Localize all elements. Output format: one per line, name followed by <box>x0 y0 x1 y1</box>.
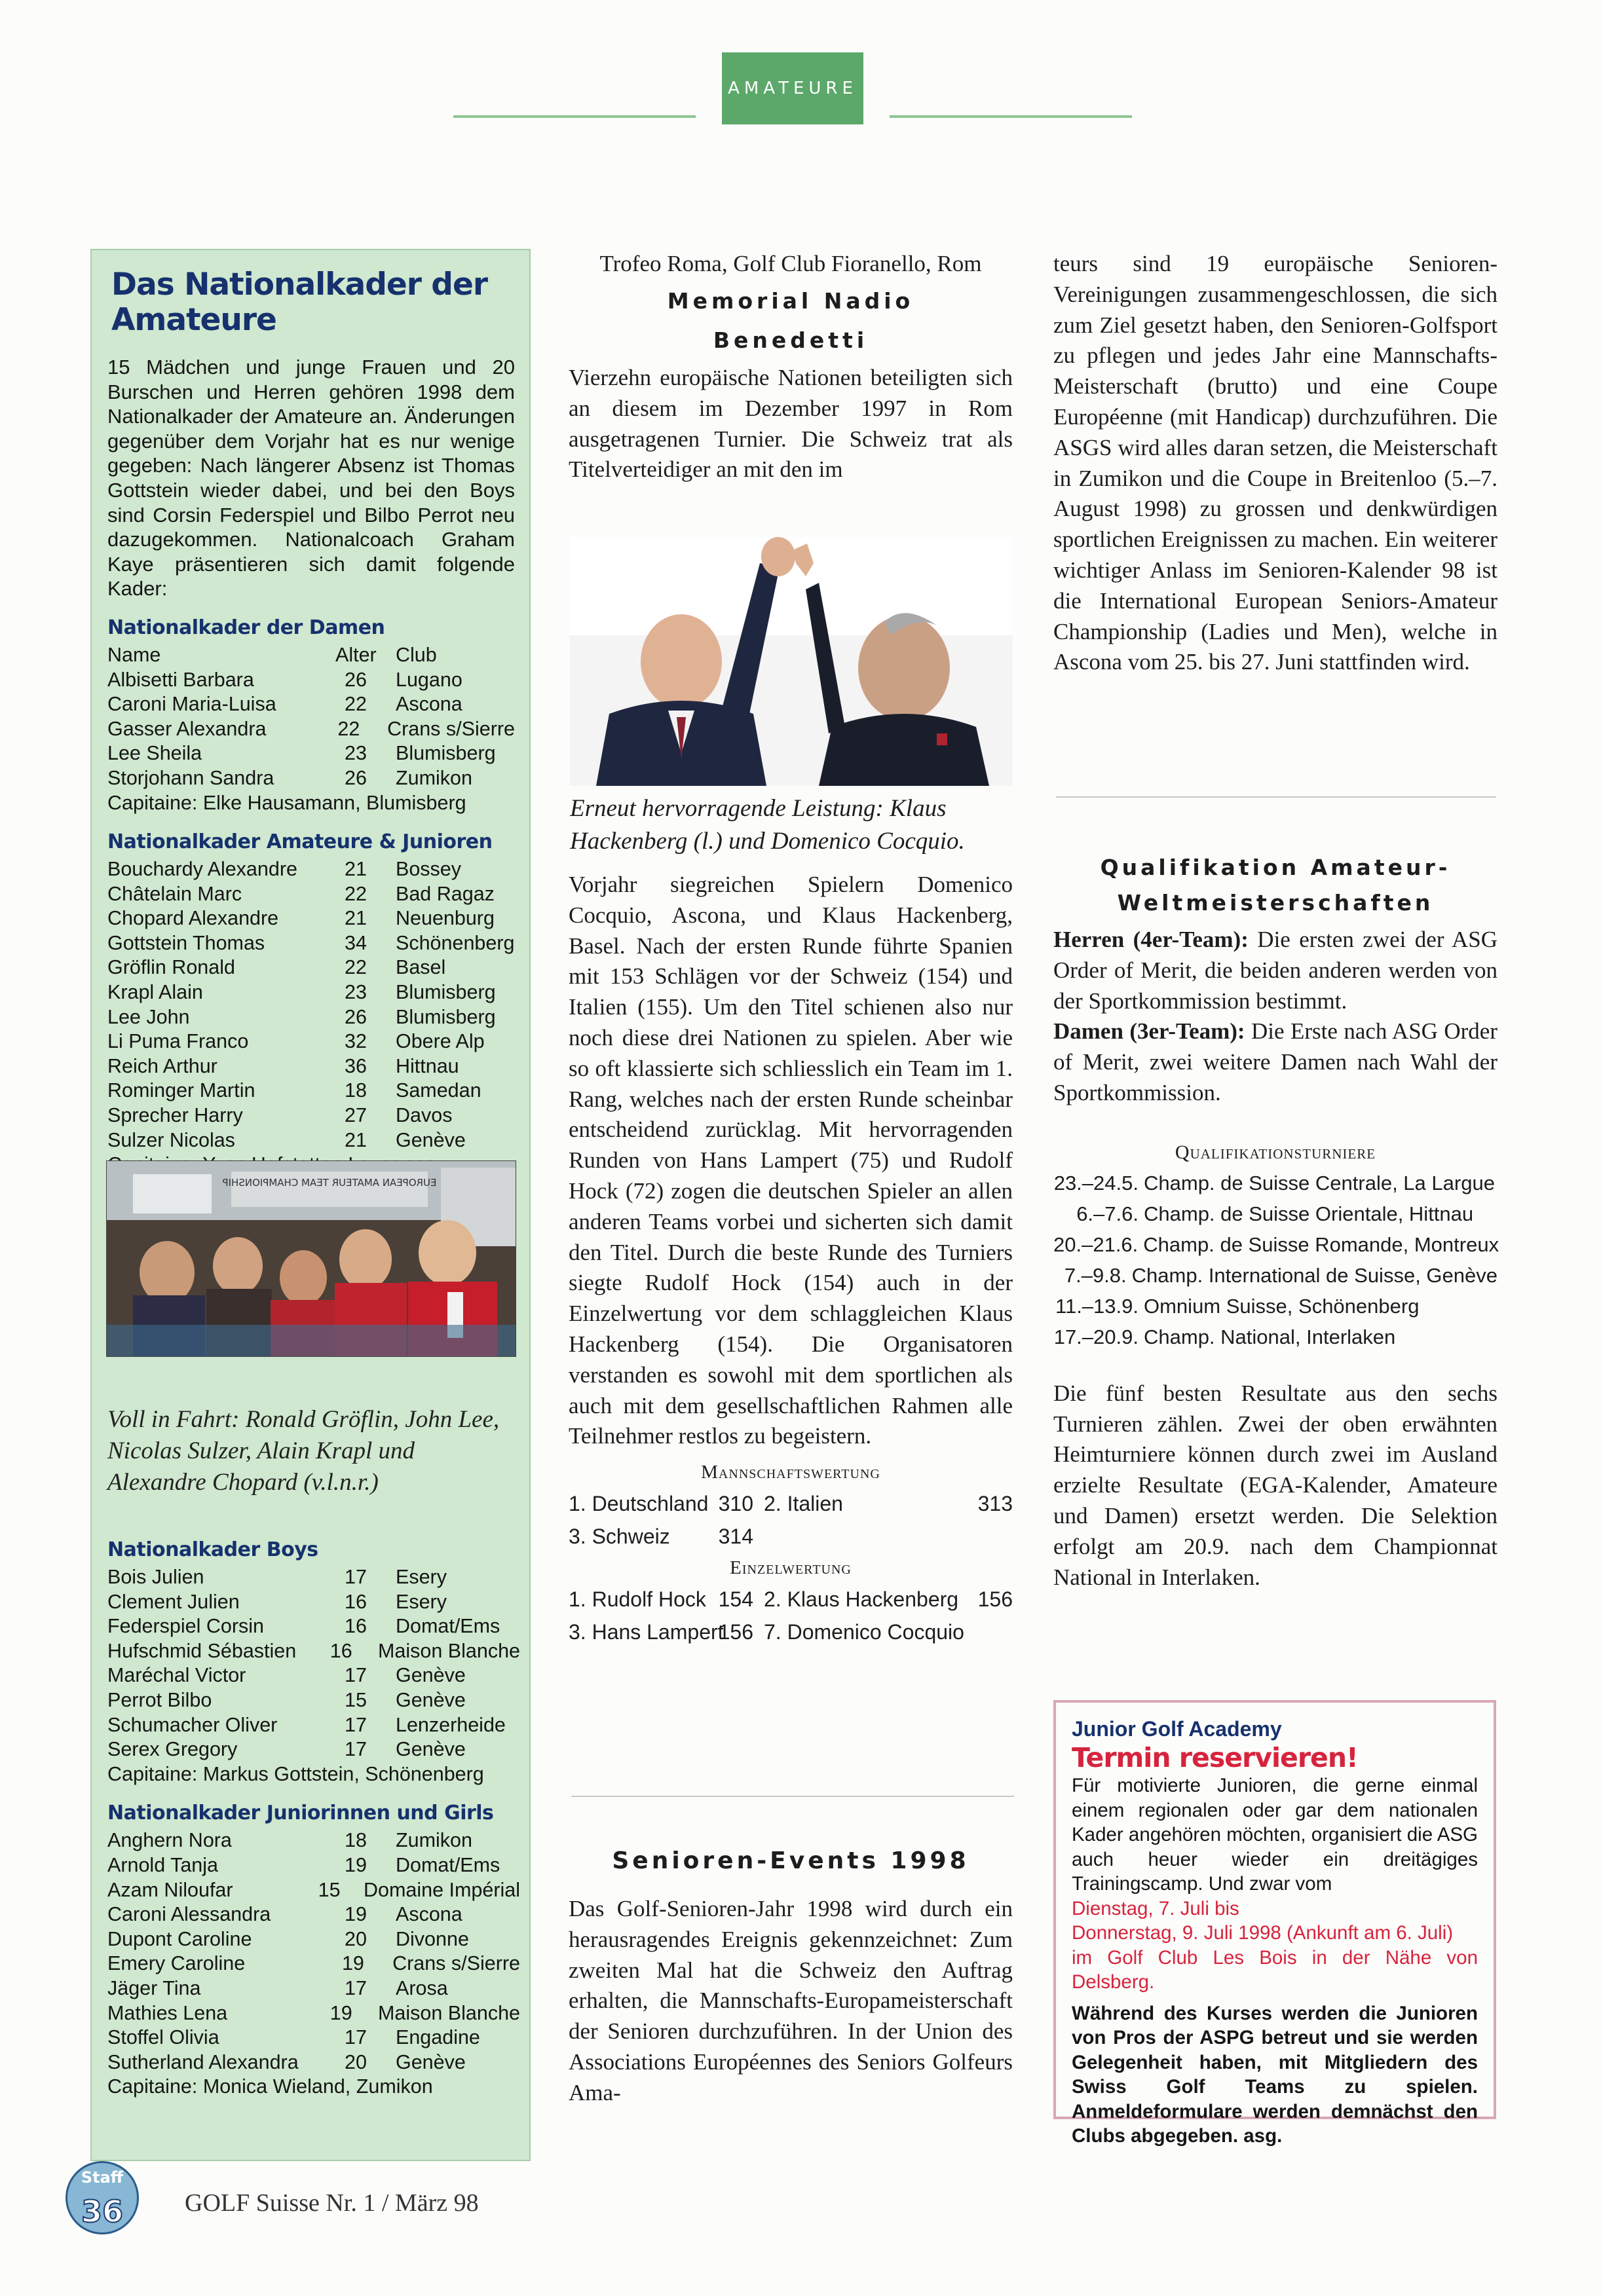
player-age: 32 <box>345 1030 367 1053</box>
player-age: 23 <box>345 981 367 1004</box>
result-row <box>569 1616 1013 1648</box>
roster-row <box>107 980 515 1005</box>
player-age: 22 <box>345 882 367 905</box>
roster-row <box>107 1103 515 1128</box>
roster-row <box>107 1737 520 1762</box>
tournament-date: 11.–13.9. <box>1055 1294 1139 1318</box>
player-club: Domaine Impérial <box>363 1878 520 1901</box>
player-name: Sutherland Alexandra <box>107 2050 299 2073</box>
player-club: Neuenburg <box>396 907 495 930</box>
roster-row <box>107 955 515 980</box>
player-name: Clement Julien <box>107 1590 240 1613</box>
damen-text: Die Erste nach ASG Order of Merit, zwei weitere Damen nach Wahl der Sportkommission. <box>1053 1018 1497 1105</box>
tournament-row <box>1053 1260 1497 1291</box>
promo-date-line2: Donnerstag, 9. Juli 1998 (Ankunft am 6. Juli) <box>1072 1922 1454 1944</box>
player-club: Obere Alp <box>396 1030 485 1053</box>
tournament-row <box>1053 1168 1497 1198</box>
player-club: Maison Blanche <box>377 2001 520 2024</box>
roster-row <box>107 1688 520 1713</box>
player-age: 17 <box>345 1664 367 1687</box>
player-name: Lee John <box>107 1005 190 1028</box>
player-club: Domat/Ems <box>396 1853 500 1876</box>
qualifikation-article <box>1053 850 1497 1593</box>
player-age: 17 <box>345 1976 367 1999</box>
tournament-date: 7.–9.8. <box>1064 1263 1127 1287</box>
senioren-article <box>569 1842 1013 2109</box>
player-age: 15 <box>345 1688 367 1711</box>
player-name: Albisetti Barbara <box>107 668 254 691</box>
header-rule-right <box>890 115 1132 118</box>
player-name: Gottstein Thomas <box>107 931 265 954</box>
article-kicker: Trofeo Roma, Golf Club Fioranello, Rom <box>599 251 982 276</box>
roster-row <box>107 1663 520 1688</box>
result-name: 1. Deutschland <box>569 1492 709 1516</box>
result-score: 310 <box>718 1492 753 1516</box>
roster-row <box>107 1128 515 1153</box>
player-club: Genève <box>396 1688 466 1711</box>
player-club: Divonne <box>396 1927 469 1950</box>
player-club: Blumisberg <box>396 1005 496 1028</box>
tournament-event: Champ. International de Suisse, Genève <box>1131 1263 1497 1287</box>
player-club: Crans s/Sierre <box>387 717 515 740</box>
result-score: 313 <box>977 1492 1013 1516</box>
player-name: Emery Caroline <box>107 1952 246 1975</box>
roster-row <box>107 931 515 956</box>
player-name: Sulzer Nicolas <box>107 1128 235 1151</box>
player-name: Bois Julien <box>107 1566 204 1588</box>
tournament-event: Champ. de Suisse Orientale, Hittnau <box>1144 1202 1474 1225</box>
result-name: 2. Italien <box>764 1492 843 1516</box>
roster-row <box>107 2050 520 2075</box>
roster-row <box>107 2001 520 2026</box>
player-name: Bouchardy Alexandre <box>107 858 297 881</box>
roster-row <box>107 1853 520 1878</box>
player-name: Reich Arthur <box>107 1054 217 1077</box>
page-number: 36 <box>81 2194 123 2229</box>
memorial-article-body <box>569 870 1013 1648</box>
player-club: Maison Blanche <box>377 1639 520 1662</box>
roster-row <box>107 1639 520 1664</box>
tournament-row <box>1053 1322 1497 1352</box>
player-age: 17 <box>345 1738 367 1761</box>
player-club: Genève <box>396 1128 466 1151</box>
team-results-heading: Mannschaftswertung <box>701 1462 880 1483</box>
roster-row <box>107 906 515 931</box>
result-row <box>569 1520 1013 1553</box>
turniere-list <box>1053 1168 1497 1352</box>
player-club: Bad Ragaz <box>396 882 495 905</box>
player-age: 20 <box>345 1927 367 1950</box>
tournament-event: Champ. de Suisse Romande, Montreux <box>1143 1232 1499 1256</box>
promo-date-line3: im Golf Club Les Bois in der Nähe von Delsberg. <box>1072 1946 1478 1993</box>
player-name: Anghern Nora <box>107 1829 232 1852</box>
roster-row <box>107 717 515 742</box>
player-name: Arnold Tanja <box>107 1853 219 1876</box>
player-age: 36 <box>345 1054 367 1077</box>
tournament-event: Champ. de Suisse Centrale, La Largue <box>1144 1171 1495 1194</box>
result-name: 7. Domenico Cocquio <box>764 1620 964 1644</box>
sidebar-intro: 15 Mädchen und junge Frauen und 20 Burschen und Herren gehören 1998 dem Nationalkader der Amateure an. Änderungen gegenüber dem Vorjahr hat es nur wenige gegeben: Nach längerer Absenz ist Thomas Gottstein wieder dabei, und bei den Boys sind Corsin Federspiel und Bilbo Perrot neu dazugekommen. Nationalcoach Graham Kaye präsentieren sich damit folgende Kader: <box>107 356 515 601</box>
damen-label: Damen (3er-Team): <box>1053 1018 1245 1045</box>
player-name: Storjohann Sandra <box>107 766 274 789</box>
player-club: Crans s/Sierre <box>392 1952 520 1975</box>
result-score: 156 <box>977 1587 1013 1612</box>
player-name: Stoffel Olivia <box>107 2026 219 2049</box>
player-club: Hittnau <box>396 1054 459 1077</box>
roster-row <box>107 1713 520 1738</box>
player-age: 21 <box>345 858 367 881</box>
player-age: 21 <box>345 907 367 930</box>
staff-logo-text: Staff <box>81 2168 124 2187</box>
tournament-date: 6.–7.6. <box>1076 1202 1139 1225</box>
player-club: Genève <box>396 2050 466 2073</box>
award-photo-caption: Erneut hervorragende Leistung: Klaus Hackenberg (l.) und Domenico Cocquio. <box>570 795 965 855</box>
roster-row <box>107 1590 520 1615</box>
player-age: 21 <box>345 1128 367 1151</box>
tournament-date: 17.–20.9. <box>1053 1325 1139 1348</box>
national-squad-sidebar <box>90 249 531 2161</box>
player-club: Engadine <box>396 2026 480 2049</box>
result-score <box>973 1520 1013 1553</box>
player-club: Genève <box>396 1738 466 1761</box>
tournament-row <box>1053 1229 1497 1260</box>
roster-row <box>107 857 515 882</box>
result-row <box>569 1583 1013 1616</box>
tournament-event: Champ. National, Interlaken <box>1144 1325 1396 1348</box>
roster-row <box>107 741 515 766</box>
player-name: Dupont Caroline <box>107 1927 252 1950</box>
player-age: 18 <box>345 1829 367 1852</box>
player-club: Ascona <box>396 693 462 716</box>
player-name: Azam Niloufar <box>107 1878 233 1901</box>
player-age: 17 <box>345 1566 367 1588</box>
article-lead: Vierzehn europäische Nationen beteiligten sich an diesem im Dezember 1997 in Rom ausgetragenen Turnier. Die Schweiz trat als Titelverteidiger an mit den im <box>569 365 1013 483</box>
result-name <box>764 1520 973 1553</box>
player-club: Bossey <box>396 858 462 881</box>
qualifikation-closing: Die fünf besten Resultate aus den sechs Turnieren zählen. Zwei der oben erwähnten Heimturniere können durch zwei im Ausland erzielte Resultate (EGA-Kalender, Amateure und Damen) ersetzt werden. Die Selektion erfolgt am 20.9. nach dem Championnat National in Interlaken. <box>1053 1380 1497 1590</box>
tournament-date: 23.–24.5. <box>1053 1171 1139 1194</box>
player-club: Lenzerheide <box>396 1713 506 1736</box>
player-club: Lugano <box>396 668 462 691</box>
player-name: Rominger Martin <box>107 1079 255 1102</box>
single-results-heading: Einzelwertung <box>730 1557 852 1579</box>
publication-line: GOLF Suisse Nr. 1 / März 98 <box>185 2189 479 2217</box>
result-name: 3. Hans Lampert <box>569 1620 724 1644</box>
player-age: 22 <box>345 693 367 716</box>
article-body: Vorjahr siegreichen Spielern Domenico Cocquio, Ascona, und Klaus Hackenberg, Basel. Nach der ersten Runde führte Spanien mit 153 Schlägen vor der Schweiz (154) und Italien (155). Um den Titel schienen also nur noch diese drei Nationen zu spielen. Aber wie so oft klassierte sich schliesslich ein Team im 1. Rang, welches nach der ersten Runde scheinbar entscheidend zurücklag. Mit hervorragenden Runden von Hans Lampert (75) und Rudolf Hock (72) zogen die deutschen Spieler an allen anderen Teams vorbei und sicherten sich damit den Titel. Durch die beste Runde des Turniers siegte Rudolf Hock (154) auch in der Einzelwertung vor dem schlaggleichen Klaus Hackenberg (154). Die Organisatoren verstanden es sowohl mit dem sportlichen als auch mit dem gesellschaftlichen Rahmen alle Teilnehmer restlos zu begeistern. <box>569 872 1013 1449</box>
result-name: 1. Rudolf Hock <box>569 1587 706 1612</box>
damen-heading: Nationalkader der Damen <box>107 616 385 639</box>
player-name: Li Puma Franco <box>107 1030 249 1053</box>
player-club: Arosa <box>396 1976 448 1999</box>
roster-row <box>107 882 515 907</box>
roster-row <box>107 1614 520 1639</box>
senioren-headline: Senioren-Events 1998 <box>612 1847 970 1874</box>
promo-date-line1: Dienstag, 7. Juli bis <box>1072 1897 1239 1919</box>
player-name: Perrot Bilbo <box>107 1688 212 1711</box>
roster-header <box>107 643 515 668</box>
roster-row <box>107 2026 520 2050</box>
header-rule-left <box>453 115 696 118</box>
result-score <box>973 1616 1013 1648</box>
col-name: Name <box>107 643 161 666</box>
result-score: 314 <box>718 1525 753 1549</box>
player-age: 20 <box>345 2050 367 2073</box>
qualifikation-headline-line1: Qualifikation Amateur- <box>1100 855 1451 880</box>
herren-paragraph <box>1053 925 1497 1016</box>
roster-row <box>107 1565 520 1590</box>
player-age: 26 <box>345 766 367 789</box>
player-name: Serex Gregory <box>107 1738 238 1761</box>
tournament-date: 20.–21.6. <box>1053 1232 1139 1256</box>
team-bus-photo <box>106 1160 516 1357</box>
player-name: Jäger Tina <box>107 1976 201 1999</box>
player-age: 19 <box>345 1853 367 1876</box>
player-age: 17 <box>345 1713 367 1736</box>
player-name: Caroni Maria-Luisa <box>107 693 276 716</box>
result-score: 156 <box>718 1620 753 1644</box>
player-age: 15 <box>318 1878 341 1901</box>
result-score: 154 <box>718 1587 753 1612</box>
roster-row <box>107 1079 515 1103</box>
player-name: Maréchal Victor <box>107 1664 246 1687</box>
memorial-article <box>569 249 1013 485</box>
player-age: 27 <box>345 1104 367 1127</box>
col-age: Alter <box>335 643 377 666</box>
player-age: 23 <box>345 742 367 765</box>
player-club: Zumikon <box>396 1829 472 1852</box>
player-age: 26 <box>345 1005 367 1028</box>
player-age: 34 <box>345 931 367 954</box>
herren-text: Die ersten zwei der ASG Order of Merit, die beiden anderen werden von der Sportkommission bestimmt. <box>1053 927 1497 1014</box>
player-club: Ascona <box>396 1903 462 1926</box>
amateure-heading: Nationalkader Amateure & Junioren <box>107 830 493 854</box>
player-age: 16 <box>330 1639 352 1662</box>
roster-row <box>107 1828 520 1853</box>
player-age: 19 <box>330 2001 352 2024</box>
player-name: Krapl Alain <box>107 981 203 1004</box>
player-name: Schumacher Oliver <box>107 1713 278 1736</box>
promo-kicker: Junior Golf Academy <box>1072 1717 1282 1741</box>
roster-row <box>107 1878 520 1903</box>
amateure-roster <box>107 857 515 1177</box>
player-name: Hufschmid Sébastien <box>107 1639 297 1662</box>
player-name: Chopard Alexandre <box>107 907 279 930</box>
promo-title: Termin reservieren! <box>1072 1742 1358 1773</box>
player-name: Federspiel Corsin <box>107 1615 265 1638</box>
qualifikation-headline-line2: Weltmeisterschaften <box>1117 890 1434 916</box>
senioren-continued-text: teurs sind 19 europäische Senioren-Vereinigungen zusammengeschlossen, die sich zum Ziel gesetzt haben, den Senioren-Golfsport zu pflegen und jedes Jahr eine Mannschafts-Meisterschaft (brutto) und eine Coupe Européenne (mit Handicap) durchzuführen. Die ASGS wird alles daran setzen, die Meisterschaft in Zumikon und die Coupe in Breitenloo (5.–7. August 1998) zu grossen und denkwürdigen sportlichen Ereignissen zu machen. Ein weiterer wichtiger Anlass im Senioren-Kalender 98 ist die International European Seniors-Amateur Championship (Ladies und Men), welche in Ascona vom 25. bis 27. Juni stattfinden wird. <box>1053 251 1497 675</box>
player-name: Caroni Alessandra <box>107 1903 271 1926</box>
boys-heading: Nationalkader Boys <box>107 1538 318 1561</box>
player-name: Châtelain Marc <box>107 882 242 905</box>
result-name: 2. Klaus Hackenberg <box>764 1587 959 1612</box>
player-age: 17 <box>345 2026 367 2049</box>
tournament-event: Omnium Suisse, Schönenberg <box>1144 1294 1420 1318</box>
promo-text-2: Während des Kurses werden die Junioren von Pros der ASPG betreut und sie werden Gelegenheit haben, mit Mitgliedern des Swiss Golf Teams zu spielen. Anmeldeformulare werden demnächst den Clubs abgegeben. asg. <box>1072 2002 1478 2147</box>
article-headline-line1: Memorial Nadio <box>667 288 914 314</box>
player-name: Mathies Lena <box>107 2001 228 2024</box>
player-age: 16 <box>345 1590 367 1613</box>
player-age: 19 <box>341 1952 364 1975</box>
player-age: 26 <box>345 668 367 691</box>
player-age: 22 <box>345 956 367 979</box>
player-name: Gasser Alexandra <box>107 717 267 740</box>
promo-text: Für motivierte Junioren, die gerne einmal einem regionalen oder gar dem nationalen Kader angehören möchten, organisiert die ASG auch heuer wieder ein dreitägiges Trainingscamp. Und zwar vom <box>1072 1775 1478 1895</box>
roster-row <box>107 1927 520 1952</box>
damen-captain: Capitaine: Elke Hausamann, Blumisberg <box>107 791 466 814</box>
player-age: 18 <box>345 1079 367 1102</box>
player-club: Schönenberg <box>396 931 515 954</box>
sidebar-title: Das Nationalkader der Amateure <box>111 267 488 338</box>
player-club: Genève <box>396 1664 466 1687</box>
roster-row <box>107 1054 515 1079</box>
column-separator <box>571 1796 1014 1797</box>
player-club: Samedan <box>396 1079 481 1102</box>
roster-row <box>107 668 515 693</box>
player-club: Esery <box>396 1590 447 1613</box>
team-bus-photo-caption: Voll in Fahrt: Ronald Gröflin, John Lee, Nicolas Sulzer, Alain Krapl und Alexandre Chopard (v.l.n.r.) <box>107 1406 500 1496</box>
turniere-heading: Qualifikationsturniere <box>1175 1141 1376 1163</box>
column-separator <box>1056 796 1496 798</box>
player-club: Esery <box>396 1566 447 1588</box>
player-club: Davos <box>396 1104 453 1127</box>
roster-row <box>107 1976 520 2001</box>
junior-academy-box <box>1053 1700 1496 2147</box>
roster-row <box>107 1902 520 1927</box>
roster-row <box>107 692 515 717</box>
senioren-body: Das Golf-Senioren-Jahr 1998 wird durch ein herausragendes Ereignis gekennzeichnet: Zum zweiten Mal hat die Schweiz den Auftrag erhalten, die Mannschafts-Europameisterschaft der Senioren durchzuführen. In der Union des Associations Européennes des Seniors Golfeurs Ama- <box>569 1896 1013 2105</box>
result-row <box>569 1487 1013 1520</box>
herren-label: Herren (4er-Team): <box>1053 927 1249 952</box>
boys-roster <box>107 1565 520 1787</box>
roster-row <box>107 766 515 791</box>
player-age: 16 <box>345 1615 367 1638</box>
player-name: Lee Sheila <box>107 742 202 765</box>
col-club: Club <box>396 643 437 666</box>
section-tag: AMATEURE <box>722 52 863 124</box>
player-club: Blumisberg <box>396 742 496 765</box>
damen-roster <box>107 643 515 815</box>
player-name: Sprecher Harry <box>107 1104 243 1127</box>
roster-row <box>107 1029 515 1054</box>
senioren-continued <box>1053 249 1497 678</box>
girls-heading: Nationalkader Juniorinnen und Girls <box>107 1802 494 1825</box>
player-name: Gröflin Ronald <box>107 956 235 979</box>
player-age: 22 <box>337 717 360 740</box>
results-table <box>569 1457 1013 1648</box>
award-ceremony-photo <box>570 537 1013 786</box>
result-name: 3. Schweiz <box>569 1525 670 1549</box>
bus-sign-text: EUROPEAN AMATEUR TEAM CHAMPIONSHIP <box>222 1177 437 1189</box>
player-club: Zumikon <box>396 766 472 789</box>
damen-paragraph <box>1053 1016 1497 1108</box>
girls-roster <box>107 1828 520 2100</box>
player-club: Blumisberg <box>396 981 496 1004</box>
player-age: 19 <box>345 1903 367 1926</box>
roster-row <box>107 1952 520 1976</box>
roster-row <box>107 1005 515 1030</box>
boys-captain: Capitaine: Markus Gottstein, Schönenberg <box>107 1762 484 1785</box>
article-headline-line2: Benedetti <box>713 327 869 353</box>
player-club: Basel <box>396 956 446 979</box>
girls-captain: Capitaine: Monica Wieland, Zumikon <box>107 2075 433 2098</box>
player-club: Domat/Ems <box>396 1615 500 1638</box>
tournament-row <box>1053 1291 1497 1322</box>
tournament-row <box>1053 1198 1497 1229</box>
